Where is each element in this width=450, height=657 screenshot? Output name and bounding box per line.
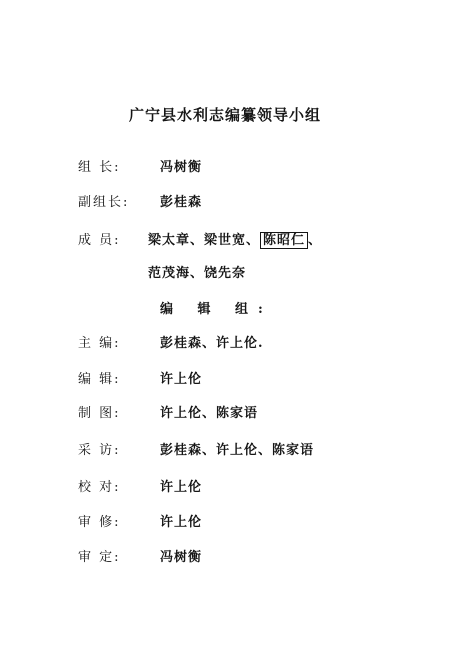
editorial-value: 许上伦 (160, 480, 203, 495)
editorial-heading: 编 辑 组: (160, 302, 273, 317)
editorial-label: 主 编: (78, 336, 121, 351)
members-line1 (148, 230, 322, 252)
editorial-value: 冯树衡 (160, 550, 203, 565)
editorial-label: 校 对: (78, 480, 121, 495)
editorial-value: 许上伦、陈家语 (160, 406, 259, 421)
editorial-value: 许上伦 (160, 515, 203, 530)
editorial-value: 彭桂森、许上伦. (160, 336, 264, 351)
boxed-name: 陈昭仁 (260, 232, 308, 249)
members-suffix: 、 (308, 233, 323, 248)
leader-value: 彭桂森 (160, 195, 203, 210)
editorial-label: 审 修: (78, 515, 121, 530)
editorial-label: 审 定: (78, 550, 121, 565)
page-title: 广宁县水利志编纂领导小组 (128, 106, 321, 124)
leader-value: 冯树衡 (160, 160, 203, 175)
leader-label: 组 长: (78, 160, 121, 175)
editorial-value: 彭桂森、许上伦、陈家语 (160, 443, 315, 458)
editorial-label: 编 辑: (78, 372, 121, 387)
members-line2: 范茂海、饶先奈 (148, 266, 247, 281)
members-prefix: 梁太章、梁世宽、 (148, 233, 261, 248)
leader-label: 副组长: (78, 195, 130, 210)
editorial-value: 许上伦 (160, 372, 203, 387)
editorial-label: 制 图: (78, 406, 121, 421)
editorial-label: 采 访: (78, 443, 121, 458)
members-label: 成 员: (78, 233, 121, 248)
